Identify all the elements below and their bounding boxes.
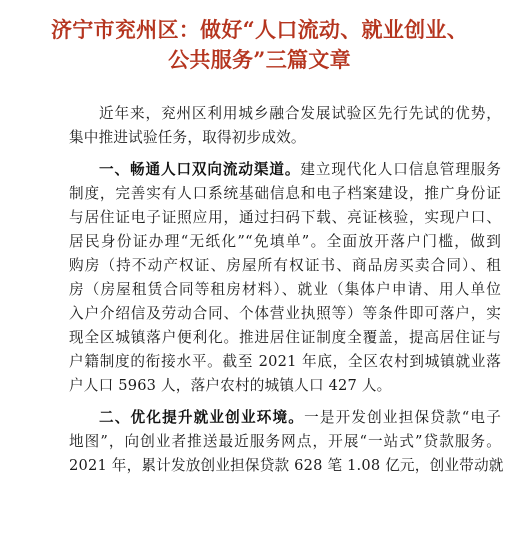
section-1-line: 现全区城镇落户便利化。推进居住证制度全覆盖，提高居住证与 [69,329,501,346]
section-1-line: 入户介绍信及劳动合同、个体营业执照等）等条件即可落户，实 [69,305,501,322]
section-2-first-line [99,408,501,428]
intro-line-1: 近年来，兖州区利用城乡融合发展试验区先行先试的优势， [99,105,501,122]
section-2-text: 一是开发创业担保贷款“电子 [304,409,502,426]
section-1-heading: 一、畅通人口双向流动渠道。 [99,161,301,178]
section-1-line: 户人口 5963 人，落户农村的城镇人口 427 人。 [69,377,392,394]
section-1-first-line [99,160,501,180]
article-title-line-2: 公共服务”三篇文章 [168,47,351,72]
section-1-line: 制度，完善实有人口系统基础信息和电子档案建设，推广身份证 [69,185,501,202]
section-1-line: 购房（持不动产权证、房屋所有权证书、商品房买卖合同）、租 [69,257,501,274]
article-title-line-1: 济宁市兖州区：做好“人口流动、就业创业、 [50,17,469,42]
intro-line-2: 集中推进试验任务，取得初步成效。 [69,129,306,146]
section-2-line: 地图”，向创业者推送最近服务网点，开展“一站式”贷款服务。 [69,433,501,450]
section-2-line: 2021 年，累计发放创业担保贷款 628 笔 1.08 亿元，创业带动就 [69,457,504,474]
section-1-line: 与居住证电子证照应用，通过扫码下载、亮证核验，实现户口、 [69,209,501,226]
section-1-line: 户籍制度的衔接水平。截至 2021 年底，全区农村到城镇就业落 [69,353,501,370]
section-1-line: 居民身份证办理“无纸化”“免填单”。全面放开落户门槛，做到 [69,233,501,250]
section-1-text: 建立现代化人口信息管理服务 [300,161,501,178]
section-1-line: 房（房屋租赁合同等租房材料）、就业（集体户申请、用人单位 [69,281,501,298]
section-2-heading: 二、优化提升就业创业环境。 [99,409,305,426]
